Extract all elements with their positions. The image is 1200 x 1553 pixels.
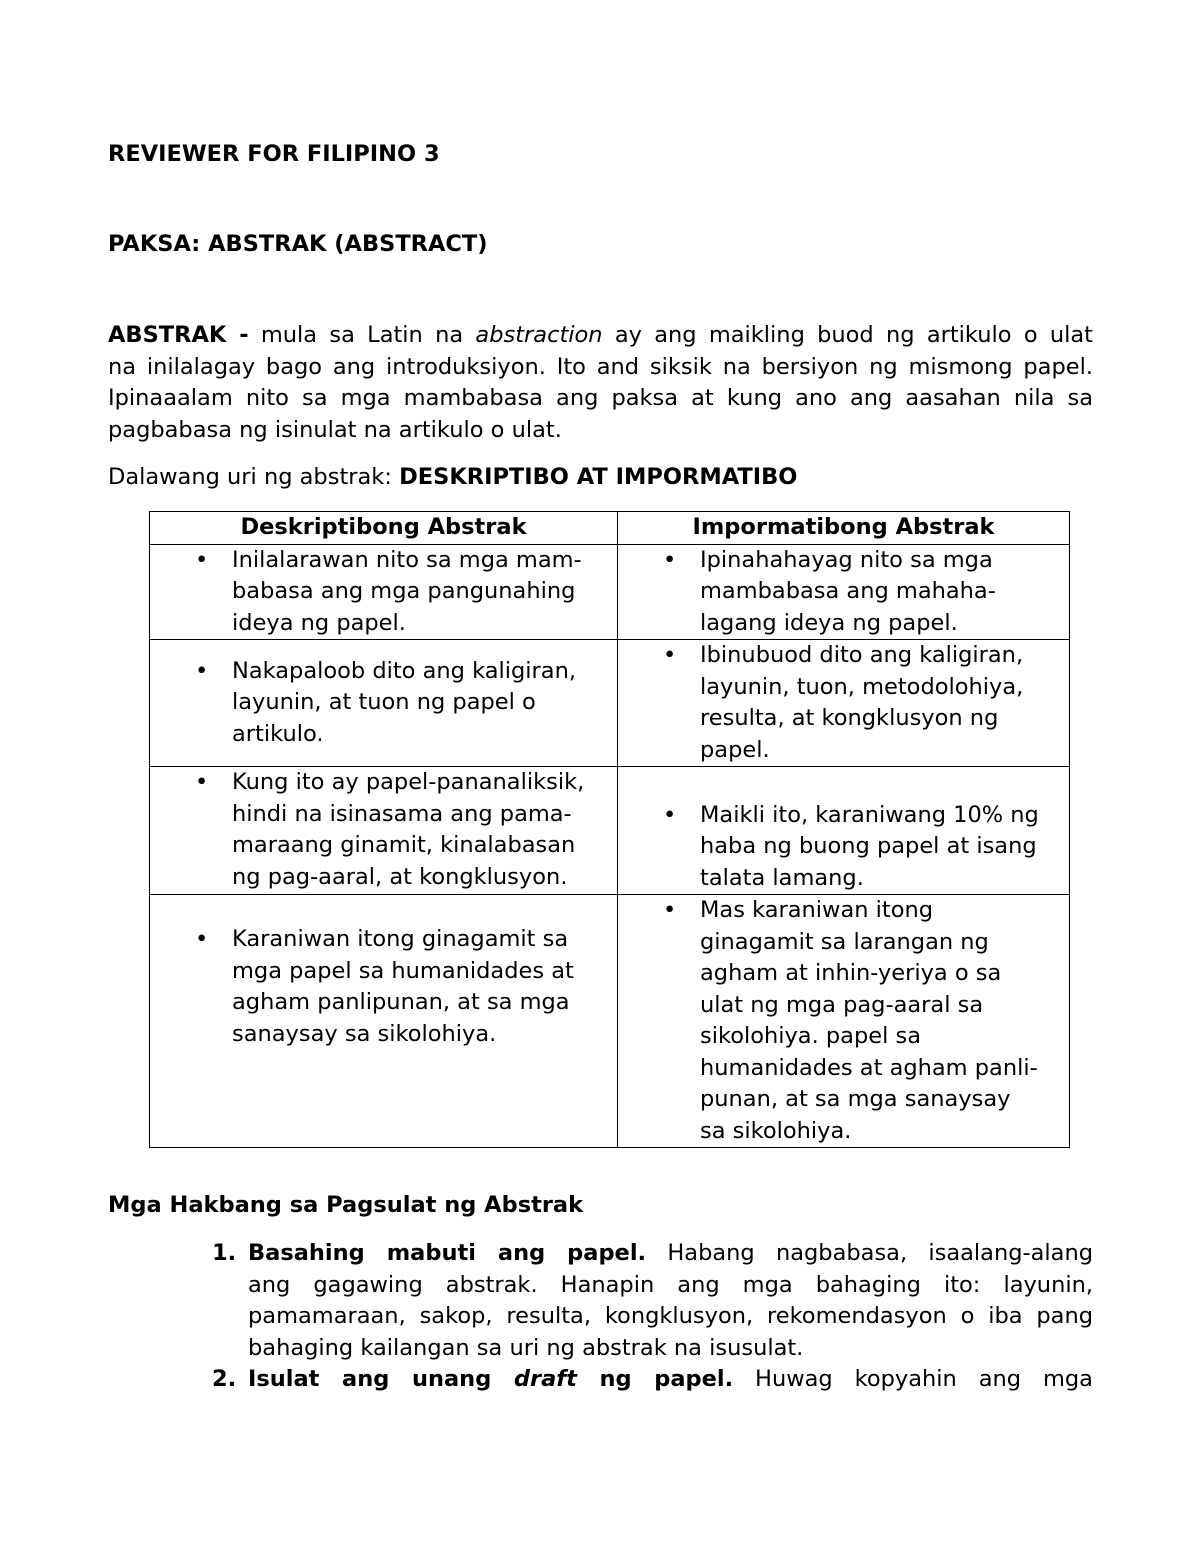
abstrak-definition bbox=[108, 320, 1093, 446]
bullet-icon: • bbox=[195, 546, 209, 573]
steps-heading: Mga Hakbang sa Pagsulat ng Abstrak bbox=[108, 1192, 584, 1218]
table-cell: • Ipinahahayag nito sa mga mambabasa ang mahaha- lagang ideya ng papel. bbox=[663, 546, 996, 636]
list-item: 1. Basahing mabuti ang papel. Habang nagbabasa, isaalang-alang ang gagawing abstrak. Hanapin ang mga bahaging ito: layunin, pamamaraan, sakop, resulta, kongklusyon, rekomendasyon o iba pang bahaging kailangan sa uri ng abstrak na isusulat. bbox=[212, 1240, 1093, 1361]
abstrak-types: Dalawang uri ng abstrak: DESKRIPTIBO AT IMPORMATIBO bbox=[108, 464, 798, 490]
table-cell: • Mas karaniwan itong ginagamit sa larangan ng agham at inhin-yeriya o sa ulat ng mga pag-aaral sa sikolohiya. papel sa humanidades at agham panli- punan, at sa mga sanaysay sa sikolohiya. bbox=[663, 897, 1038, 1144]
table-row bbox=[150, 767, 1070, 895]
table-cell: • Nakapaloob dito ang kaligiran, layunin, at tuon ng papel o artikulo. bbox=[195, 657, 576, 747]
comparison-table bbox=[149, 511, 1070, 1148]
table-cell: • Inilalarawan nito sa mga mam- babasa ang mga pangunahing ideya ng papel. bbox=[195, 546, 582, 636]
definition-line: Ipinaaalam nito sa mga mambabasa ang paksa at kung ano ang aasahan nila sa bbox=[108, 385, 1093, 411]
topic-heading: PAKSA: ABSTRAK (ABSTRACT) bbox=[108, 231, 488, 257]
step-number: 1. bbox=[212, 1240, 237, 1266]
bullet-icon: • bbox=[663, 546, 677, 573]
term-abstrak: ABSTRAK - bbox=[108, 322, 249, 348]
bullet-icon: • bbox=[663, 897, 677, 923]
list-item: 2. Isulat ang unang draft ng papel. Huwag kopyahin ang mga bbox=[212, 1364, 1093, 1396]
step-number: 2. bbox=[212, 1366, 237, 1392]
document-title: REVIEWER FOR FILIPINO 3 bbox=[108, 141, 440, 167]
steps-list bbox=[212, 1238, 1093, 1396]
bullet-icon: • bbox=[195, 926, 209, 952]
header-deskriptibo: Deskriptibong Abstrak bbox=[150, 512, 618, 545]
table-row bbox=[150, 895, 1070, 1148]
table-row bbox=[150, 640, 1070, 767]
definition-line: ABSTRAK - mula sa Latin na abstraction ay ang maikling buod ng artikulo o ulat bbox=[108, 322, 1093, 348]
table-cell: • Karaniwan itong ginagamit sa mga papel sa humanidades at agham panlipunan, at sa mga sanaysay sa sikolohiya. bbox=[195, 926, 574, 1047]
table-header-row bbox=[150, 512, 1070, 545]
definition-line: na inilalagay bago ang introduksiyon. Ito and siksik na bersiyon ng mismong papel. bbox=[108, 353, 1093, 380]
definition-line: pagbabasa ng isinulat na artikulo o ulat. bbox=[108, 416, 562, 443]
bullet-icon: • bbox=[663, 642, 677, 668]
table-cell: • Maikli ito, karaniwang 10% ng haba ng buong papel at isang talata lamang. bbox=[663, 801, 1039, 891]
table-row bbox=[150, 544, 1070, 640]
table-cell: • Ibinubuod dito ang kaligiran, layunin, tuon, metodolohiya, resulta, at kongklusyon ng papel. bbox=[663, 642, 1024, 763]
bullet-icon: • bbox=[195, 769, 209, 795]
bullet-icon: • bbox=[663, 801, 677, 828]
types-value: DESKRIPTIBO AT IMPORMATIBO bbox=[399, 464, 798, 490]
table-cell: • Kung ito ay papel-pananaliksik, hindi na isinasama ang pama- maraang ginamit, kinalabasan ng pag-aaral, at kongklusyon. bbox=[195, 769, 585, 890]
header-impormatibo: Impormatibong Abstrak bbox=[618, 512, 1070, 545]
bullet-icon: • bbox=[195, 657, 209, 684]
term-abstraction: abstraction bbox=[475, 322, 603, 348]
